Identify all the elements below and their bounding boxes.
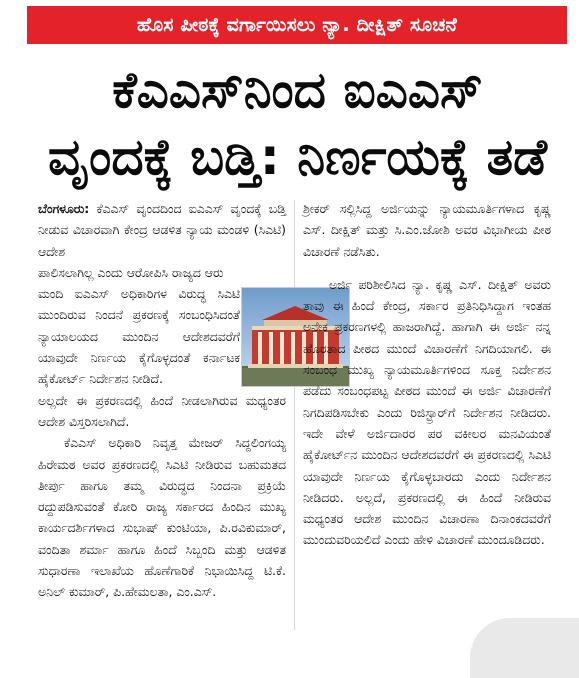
paragraph: ಅರ್ಜಿ ಪರಿಶೀಲಿಸಿದ ನ್ಯಾ. ಕೃಷ್ಣ ಎಸ್. ದೀಕ್ಷಿತ್ ಅವರು ತಾವು ಈ ಹಿಂದೆ ಕೇಂದ್ರ, ಸರ್ಕಾರ ಪ್ರತಿನಿಧಿಸಿದ್ದಾಗ ಇಂತಹ ಅನೇಕ ಪ್ರಕರಣಗಳಲ್ಲಿ ಹಾಜರಾಗಿದ್ದೆ. ಹಾಗಾಗಿ ಈ ಅರ್ಜಿ ನನ್ನ ಹೊರತಾದ ಪೀಠದ ಮುಂದೆ ವಿಚಾರಣೆಗೆ ನಿಗದಿಯಾಗಲಿ. ಈ ಸಂಬಂಧ ಮುಖ್ಯ ನ್ಯಾಯಮೂರ್ತಿಗಳಿಂದ ಸೂಕ್ತ ನಿರ್ದೇಶನ ಪಡೆದು ಸಂಬಂಧಪಟ್ಟ ಪೀಠದ ಮುಂದೆ ಈ ಅರ್ಜಿ ವಿಚಾರಣೆಗೆ ನಿಗದಿಪಡಿಸಬೇಕು ಎಂದು ರಿಜಿಸ್ಟ್ರಾರ್‌ಗೆ ನಿರ್ದೇಶನ ನೀಡಿದರು. ಇದೇ ವೇಳೆ ಅರ್ಜಿದಾರರ ಪರ ವಕೀಲರ ಮನವಿಯಂತೆ ಹೈಕೋರ್ಟ್‌ನ ಮುಂದಿನ ಆದೇಶದವರೆಗೆ ಈ ಪ್ರಕರಣದಲ್ಲಿ ಸಿಎಟಿ ಯಾವುದೇ ನಿರ್ಣಯ ಕೈಗೊಳ್ಳಬಾರದು ಎಂದು ನಿರ್ದೇಶನ ನೀಡಿದರು. ಅಲ್ಲದೆ, ಪ್ರಕರಣದಲ್ಲಿ ಈ ಹಿಂದೆ ನೀಡಿರುವ ಮಧ್ಯಂತರ ಆದೇಶ ಮುಂದಿನ ವಿಚಾರಣಾ ದಿನಾಂಕದವರೆಗೆ ಮುಂದುವರಿಯಲಿದೆ ಎಂದು ಹೇಳಿ ವಿಚಾರಣೆ ಮುಂದೂಡಿದರು. bbox=[303, 276, 551, 548]
paragraph-text: ಕೆಎಎಸ್ ವೃಂದದಿಂದ ಐಎಎಸ್ ವೃಂದಕ್ಕೆ ಬಡ್ತಿ ನೀಡುವ ವಿಚಾರವಾಗಿ ಕೇಂದ್ರ ಆಡಳಿತ ನ್ಯಾಯ ಮಂಡಳಿ (ಸಿಎಟಿ) ಆದೇಶ bbox=[38, 201, 286, 259]
dateline: ಬೆಂಗಳೂರು: bbox=[38, 201, 90, 216]
paragraph: ಕೆಎಎಸ್ ಅಧಿಕಾರಿ ನಿವೃತ್ತ ಮೇಜರ್ ಸಿದ್ದಲಿಂಗಯ್ಯ ಹಿರೇಮಠ ಅವರ ಪ್ರಕರಣದಲ್ಲಿ ಸಿಎಟಿ ನೀಡಿರುವ ಬಹುಮತದ ತೀರ್ಪು ಹಾಗೂ ತಮ್ಮ ವಿರುದ್ಧದ ನಿಂದನಾ ಪ್ರಕ್ರಿಯೆ ರದ್ದುಪಡಿಸುವಂತೆ ಕೋರಿ ರಾಜ್ಯ ಸರ್ಕಾರದ ಹಿಂದಿನ ಮುಖ್ಯ ಕಾರ್ಯದರ್ಶಿಗಳಾದ ಸುಭಾಷ್ ಕುಂಟಿಯಾ, ಪಿ.ರವಿಕುಮಾರ್, ವಂದಿತಾ ಶರ್ಮಾ ಹಾಗೂ ಹಿಂದೆ ಸಿಬ್ಬಂದಿ ಮತ್ತು ಆಡಳಿತ ಸುಧಾರಣಾ ಇಲಾಖೆಯ ಹೊಣೆಗಾರಿಕೆ ನಿಭಾಯಿಸಿದ್ದ ಟಿ.ಕೆ. ಅನಿಲ್ ಕುಮಾರ್, ಪಿ.ಹೇಮಲತಾ, ಎಂ.ಎಸ್. bbox=[38, 435, 286, 600]
column-divider bbox=[294, 200, 295, 630]
headline-line-2: ವೃಂದಕ್ಕೆ ಬಡ್ತಿ: ನಿರ್ಣಯಕ್ಕೆ ತಡೆ bbox=[48, 128, 547, 186]
paragraph: ಪಾಲಿಸಲಾಗಿಲ್ಲ ಎಂದು ಆರೋಪಿಸಿ ರಾಜ್ಯದ ಆರು bbox=[38, 264, 224, 280]
paragraph bbox=[38, 198, 286, 262]
paragraph: ಮಂದಿ ಐಎಎಸ್ ಅಧಿಕಾರಿಗಳ ವಿರುದ್ಧ ಸಿಎಟಿ ಮುಂದಿರುವ ನಿಂದನೆ ಪ್ರಕರಣಕ್ಕೆ ಸಂಬಂಧಿಸಿದಂತೆ ನ್ಯಾಯಾಲಯದ ಮುಂದಿನ ಆದೇಶದವರೆಗೆ ಯಾವುದೇ ನಿರ್ಣಯ ಕೈಗೊಳ್ಳದಂತೆ ಕರ್ನಾಟಕ ಹೈಕೋರ್ಟ್ ನಿರ್ದೇಶನ ನೀಡಿದೆ. bbox=[38, 286, 240, 387]
article-column-1 bbox=[38, 198, 286, 603]
kicker-banner bbox=[27, 6, 567, 44]
headline-line-1: ಕೆಎಎಸ್‌ನಿಂದ ಐಎಎಸ್ bbox=[112, 61, 483, 119]
headline bbox=[20, 60, 575, 188]
paragraph: ಶ್ರೀಕರ್ ಸಲ್ಲಿಸಿದ್ದ ಅರ್ಜಿಯನ್ನು ನ್ಯಾಯಮೂರ್ತಿಗಳಾದ ಕೃಷ್ಣ ಎಸ್. ದೀಕ್ಷಿತ್ ಮತ್ತು ಸಿ.ಎಂ.ಜೋಶಿ ಅವರ ವಿಭಾಗೀಯ ಪೀಠ ವಿಚಾರಣೆ ನಡೆಸಿತು. bbox=[303, 201, 551, 259]
paragraph: ಅಲ್ಲದೇ ಈ ಪ್ರಕರಣದಲ್ಲಿ ಹಿಂದೆ ನೀಡಲಾಗಿರುವ ಮಧ್ಯಂತರ ಆದೇಶ ವಿಸ್ತರಿಸಲಾಗಿದೆ. bbox=[38, 392, 286, 429]
kicker-text: ಹೊಸ ಪೀಠಕ್ಕೆ ವರ್ಗಾಯಿಸಲು ನ್ಯಾ. ದೀಕ್ಷಿತ್ ಸೂಚನೆ bbox=[137, 14, 457, 36]
article-column-2 bbox=[303, 198, 551, 551]
page-corner-shade bbox=[470, 618, 579, 678]
